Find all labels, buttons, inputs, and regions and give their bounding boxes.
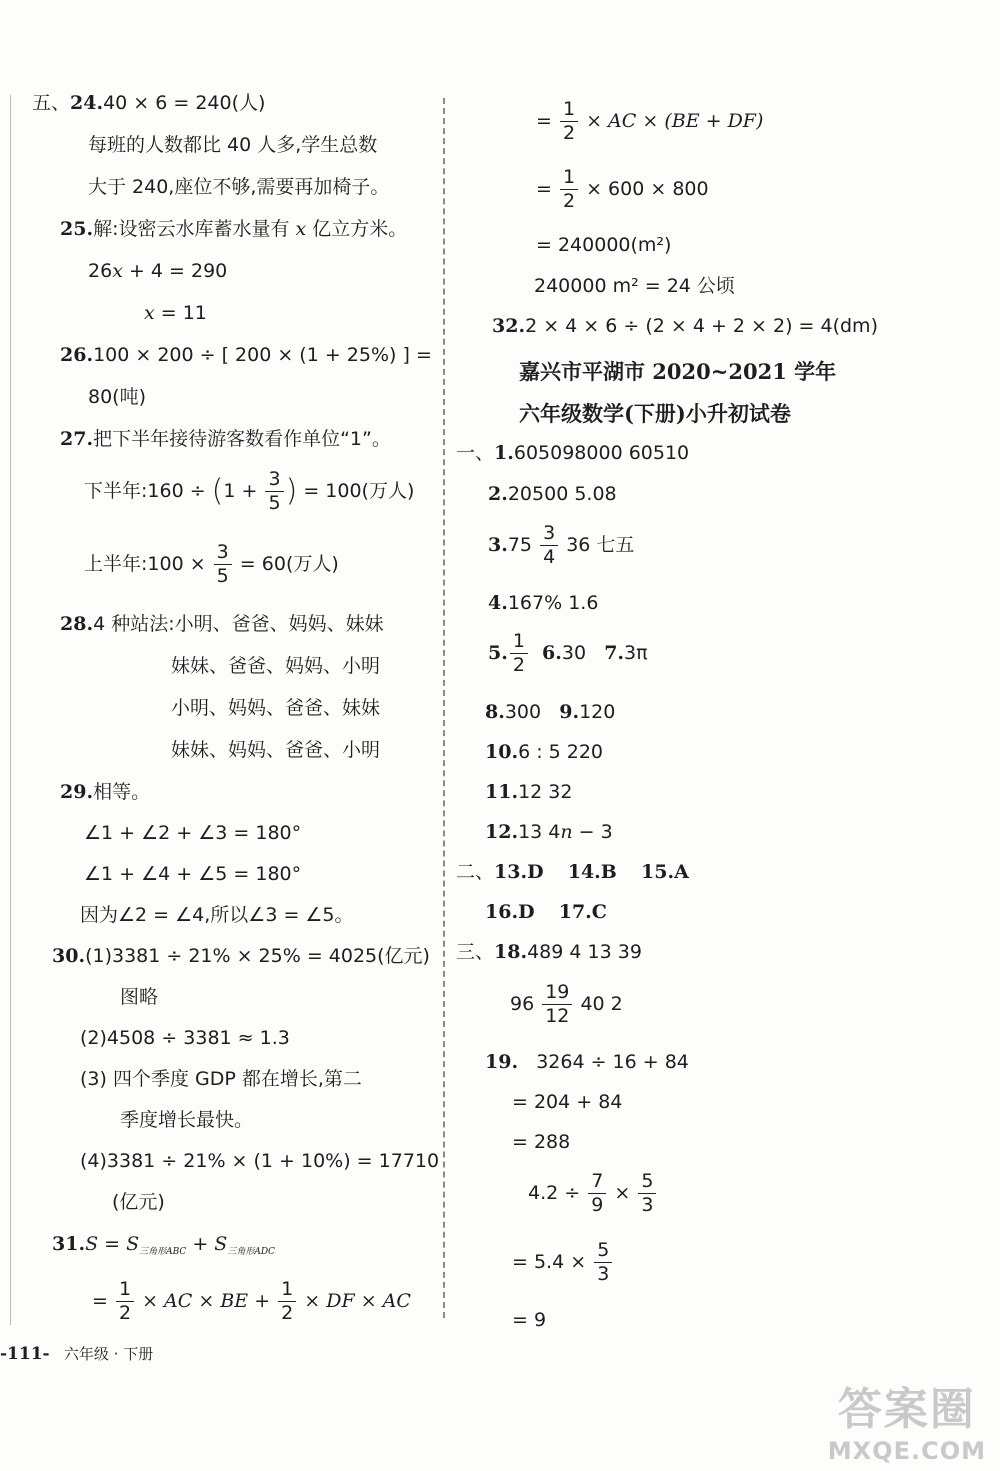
equation-part: = 11 <box>154 302 207 324</box>
answer-31-area <box>92 1280 411 1323</box>
question-number: 12. <box>485 821 519 843</box>
question-number: 17. <box>558 901 592 923</box>
question-number: 13. <box>494 861 528 883</box>
page-footer <box>0 1343 153 1364</box>
answer-text: 6 : 5 220 <box>518 741 604 763</box>
answer-5-7 <box>488 632 648 675</box>
answer-8-9 <box>485 701 615 724</box>
answer-26-result: 80(吨) <box>88 386 147 408</box>
numerator: 1 <box>510 632 528 654</box>
answer-29 <box>60 781 150 804</box>
answer-13-15 <box>456 861 689 884</box>
answer-text: 167% 1.6 <box>507 592 599 614</box>
subscript: 三角形ABC <box>139 1247 187 1257</box>
answer-16-17 <box>485 901 607 924</box>
question-number: 3. <box>488 534 508 556</box>
answer-text: 3π <box>624 642 648 664</box>
question-number: 9. <box>559 701 580 723</box>
variable: x <box>295 218 307 240</box>
answer-text: 相等。 <box>93 781 151 803</box>
numerator: 1 <box>116 1280 134 1302</box>
section-label-3: 三、 <box>456 941 495 963</box>
question-number: 8. <box>485 701 505 723</box>
equation-part: 上半年:100 × <box>84 553 212 575</box>
answer-30-part-4-unit: (亿元) <box>112 1191 165 1213</box>
answer-text: 20500 5.08 <box>507 483 617 505</box>
answer-24-text-1: 每班的人数都比 40 人多,学生总数 <box>88 134 378 156</box>
fraction <box>542 983 572 1026</box>
answer-31-step-2 <box>536 168 709 211</box>
answer-31-step-3: = 240000(m²) <box>536 234 672 256</box>
bracket: ) <box>285 473 298 509</box>
equation-part: 下半年:160 ÷ <box>84 480 212 502</box>
fraction <box>588 1172 606 1215</box>
fraction <box>214 543 232 586</box>
answer-text: 605098000 60510 <box>513 442 690 464</box>
fraction <box>638 1172 656 1215</box>
numerator: 5 <box>594 1241 612 1263</box>
equation-part: = <box>536 110 558 132</box>
numerator: 7 <box>588 1172 606 1194</box>
equation-part: × AC × BE + <box>136 1290 277 1312</box>
fraction <box>540 524 558 567</box>
answer-19-step-2: = 288 <box>512 1131 571 1153</box>
question-number: 1. <box>494 442 514 464</box>
answer-11 <box>485 781 572 804</box>
numerator: 19 <box>542 983 572 1005</box>
question-number: 24. <box>70 92 104 114</box>
answer-24 <box>32 92 265 115</box>
variable: n <box>560 821 573 843</box>
equation-part: = 5.4 × <box>512 1251 593 1273</box>
denominator: 2 <box>562 122 576 144</box>
question-number: 27. <box>60 428 94 450</box>
grade-label: 六年级 · 下册 <box>63 1345 154 1363</box>
answer-text: B <box>600 861 617 883</box>
answer-27-first-half <box>84 543 339 586</box>
answer-text: 489 4 13 39 <box>527 941 642 963</box>
answer-10 <box>485 741 603 764</box>
answer-30-part-3: (3) 四个季度 GDP 都在增长,第二 <box>80 1068 362 1090</box>
answer-30 <box>52 945 430 968</box>
denominator: 3 <box>597 1263 610 1285</box>
denominator: 3 <box>641 1194 654 1216</box>
answer-text: 40 × 6 = 240(人) <box>103 92 266 114</box>
equation-part: = <box>536 178 558 200</box>
answer-text: C <box>591 901 607 923</box>
site-watermark <box>828 1373 986 1465</box>
denominator: 12 <box>545 1005 570 1027</box>
denominator: 2 <box>512 654 525 676</box>
question-number: 11. <box>485 781 519 803</box>
bracket: ( <box>211 473 224 509</box>
answer-text: 75 <box>507 534 539 556</box>
section-label-5: 五、 <box>32 92 71 114</box>
variable: S <box>214 1233 228 1255</box>
answer-text: 30 <box>561 642 587 664</box>
question-number: 18. <box>494 941 528 963</box>
answer-26 <box>60 344 432 367</box>
equation-part: = <box>98 1233 127 1255</box>
question-number: 32. <box>492 315 526 337</box>
answer-text: 亿立方米。 <box>306 218 408 240</box>
fraction <box>560 168 578 211</box>
answer-text: 13 4 <box>518 821 561 843</box>
numerator: 5 <box>638 1172 656 1194</box>
question-number: 14. <box>567 861 601 883</box>
answer-text: A <box>674 861 689 883</box>
fraction <box>278 1280 296 1323</box>
question-number: 10. <box>485 741 519 763</box>
answer-28-arrangement-4: 妹妹、妈妈、爸爸、小明 <box>171 739 381 761</box>
answer-1 <box>456 442 689 465</box>
fraction <box>265 470 283 513</box>
answer-30-part-2: (2)4508 ÷ 3381 ≈ 1.3 <box>80 1027 290 1049</box>
answer-28-arrangement-2: 妹妹、爸爸、妈妈、小明 <box>171 655 381 677</box>
equation-part: + 4 = 290 <box>122 260 228 282</box>
denominator: 4 <box>543 546 556 568</box>
answer-29-line-3: 因为∠2 = ∠4,所以∠3 = ∠5。 <box>80 904 354 926</box>
exam-title-line-2: 六年级数学(下册)小升初试卷 <box>519 401 791 426</box>
answer-18 <box>456 941 642 964</box>
equation-part: × <box>608 1182 637 1204</box>
answer-27-second-half <box>84 470 414 513</box>
answer-text: 2 × 4 × 6 ÷ (2 × 4 + 2 × 2) = 4(dm) <box>525 315 878 337</box>
answer-25-equation <box>88 260 227 283</box>
answer-text: 把下半年接待游客数看作单位“1”。 <box>93 428 391 450</box>
answer-31-step-1 <box>536 100 763 143</box>
numerator: 3 <box>265 470 283 492</box>
answer-25-solution <box>144 302 207 325</box>
answer-30-chart-note: 图略 <box>120 986 159 1008</box>
fraction <box>560 100 578 143</box>
variable: x <box>112 260 123 282</box>
numerator: 1 <box>560 168 578 190</box>
answer-24-text-2: 大于 240,座位不够,需要再加椅子。 <box>88 176 390 198</box>
question-number: 7. <box>604 642 625 664</box>
answer-25 <box>60 218 407 241</box>
denominator: 9 <box>591 1194 604 1216</box>
denominator: 2 <box>118 1302 132 1324</box>
page-number: -111- <box>0 1344 50 1364</box>
answer-27 <box>60 428 391 451</box>
denominator: 2 <box>562 190 576 212</box>
equation-part: × 600 × 800 <box>580 178 709 200</box>
answer-text: − 3 <box>572 821 613 843</box>
question-number: 15. <box>641 861 675 883</box>
question-number: 29. <box>60 781 94 803</box>
answer-text: 120 <box>579 701 616 723</box>
answer-19-step-1: = 204 + 84 <box>512 1091 623 1113</box>
answer-31 <box>52 1233 275 1258</box>
answer-29-line-2: ∠1 + ∠4 + ∠5 = 180° <box>84 863 302 885</box>
answer-text: 300 <box>504 701 542 723</box>
answer-text: 12 32 <box>518 781 573 803</box>
denominator: 5 <box>216 565 229 587</box>
answer-28-arrangement-3: 小明、妈妈、爸爸、妹妹 <box>171 697 381 719</box>
answer-text: 96 <box>510 993 541 1015</box>
equation-part: = 60(万人) <box>233 553 339 575</box>
question-number: 28. <box>60 613 94 635</box>
equation-part: 26 <box>88 260 113 282</box>
answer-19-expr-2-result: = 9 <box>512 1309 547 1331</box>
column-divider <box>443 98 445 1318</box>
fraction <box>510 632 528 675</box>
exam-title-line-1: 嘉兴市平湖市 2020~2021 学年 <box>519 359 837 384</box>
question-number: 26. <box>60 344 94 366</box>
answer-text: 100 × 200 ÷ [ 200 × (1 + 25%) ] = <box>93 344 432 366</box>
equation-part: = <box>92 1290 114 1312</box>
watermark-logo-text: 答案圈 <box>837 1384 976 1435</box>
numerator: 1 <box>560 100 578 122</box>
denominator: 2 <box>281 1302 294 1324</box>
numerator: 1 <box>278 1280 296 1302</box>
left-margin-rule <box>10 95 11 1325</box>
question-number: 25. <box>60 218 94 240</box>
answer-32 <box>492 315 878 338</box>
question-number: 31. <box>52 1233 86 1255</box>
answer-19-expr-2 <box>528 1172 658 1215</box>
answer-30-part-4: (4)3381 ÷ 21% × (1 + 10%) = 17710 <box>80 1150 440 1172</box>
equation-part: × AC × (BE + DF) <box>580 110 764 132</box>
answer-29-line-1: ∠1 + ∠2 + ∠3 = 180° <box>84 822 302 844</box>
section-label-1: 一、 <box>456 442 495 464</box>
question-number: 5. <box>488 642 508 664</box>
answer-28 <box>60 613 384 636</box>
fraction <box>116 1280 134 1323</box>
numerator: 3 <box>214 543 232 565</box>
question-number: 30. <box>52 945 86 967</box>
fraction <box>594 1241 612 1284</box>
answer-19 <box>485 1051 689 1074</box>
answer-30-part-3-cont: 季度增长最快。 <box>120 1109 254 1131</box>
denominator: 5 <box>268 492 281 514</box>
equation-part: = 100(万人) <box>297 480 415 502</box>
answer-31-conversion: 240000 m² = 24 公顷 <box>534 275 735 297</box>
question-number: 19. <box>485 1051 519 1073</box>
question-number: 4. <box>488 592 508 614</box>
equation-part: × DF × AC <box>298 1290 411 1312</box>
answer-4 <box>488 592 598 615</box>
answer-3 <box>488 524 634 567</box>
answer-19-expr-2-step-1 <box>512 1241 614 1284</box>
variable: S <box>85 1233 99 1255</box>
answer-text: (1)3381 ÷ 21% × 25% = 4025(亿元) <box>85 945 430 967</box>
section-label-2: 二、 <box>456 861 495 883</box>
subscript: 三角形ADC <box>227 1247 275 1257</box>
answer-18-row-2 <box>510 983 623 1026</box>
question-number: 6. <box>542 642 562 664</box>
watermark-url: MXQE.COM <box>827 1437 986 1465</box>
numerator: 3 <box>540 524 558 546</box>
question-number: 2. <box>488 483 508 505</box>
answer-text: 解:设密云水库蓄水量有 <box>93 218 296 240</box>
answer-text: 36 七五 <box>560 534 635 556</box>
variable: S <box>126 1233 140 1255</box>
variable: x <box>144 302 155 324</box>
answer-text: 3264 ÷ 16 + 84 <box>536 1051 689 1073</box>
answer-text: D <box>518 901 535 923</box>
equation-part: + <box>186 1233 215 1255</box>
answer-text: 4 种站法:小明、爸爸、妈妈、妹妹 <box>93 613 384 635</box>
equation-part: 4.2 ÷ <box>528 1182 587 1204</box>
equation-part: 1 + <box>223 480 264 502</box>
question-number: 16. <box>485 901 519 923</box>
answer-text: 40 2 <box>574 993 623 1015</box>
answer-12 <box>485 821 613 844</box>
answer-2 <box>488 483 617 506</box>
answer-text: D <box>527 861 544 883</box>
